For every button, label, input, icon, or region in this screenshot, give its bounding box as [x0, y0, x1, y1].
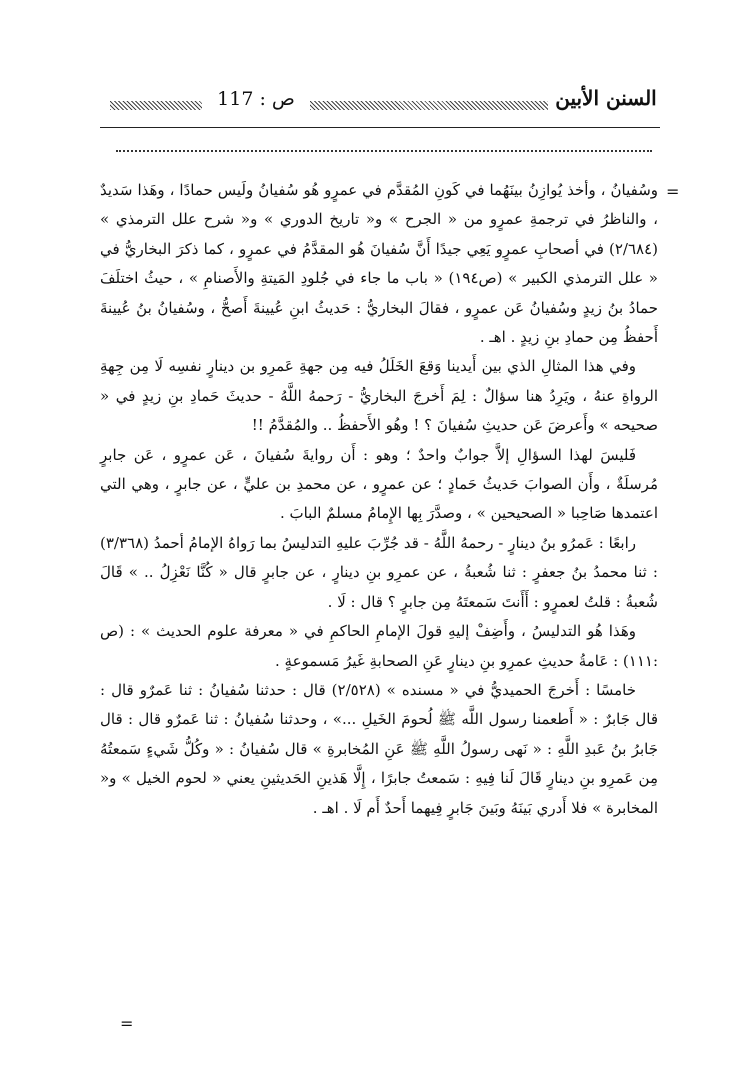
book-title: السنن الأبين	[555, 86, 657, 110]
paragraph: وسُفيانُ ، وأخذ يُوازِنُ بينَهُما في كَونِ المُقدَّم في عمرٍو هُو سُفيانُ ولَيس حمادًا ، وهَذا سَديدٌ ، والناظرُ في ترجمةِ عمرٍو من « الجرح » و« تاريخ الدوري » و« شرح علل الترمذي » (٢/٦٨٤) في أصحابِ عمرٍو يَعِي جيدًا أَنَّ سُفيانَ هُو المقدَّمُ في عمرٍو ، كما ذكرَ البخاريُّ في « علل الترمذي الكبير » (ص١٩٤) « باب ما جاء في جُلودِ المَيتةِ والأَصنامِ » ، حيثُ اختلَفَ حمادُ بنُ زيدٍ وسُفيانُ عَن عمرٍو ، فقالَ البخاريُّ : حَديثُ ابنِ عُيينةَ أَصحُّ ، وسُفيانُ بنُ عُيينةَ أَحفظُ مِن حمادِ بنِ زيدٍ . اهـ .	[100, 181, 658, 347]
continuation-mark-top: =	[666, 182, 680, 201]
paragraph: رابعًا : عَمرُو بنُ دينارٍ - رحمهُ اللَّهُ - قد جُرِّبَ عليهِ التدليسُ بما رَواهُ الإمامُ أحمدُ (٣/٣٦٨) : ثنا محمدُ بنُ جعفرٍ : ثنا شُعبةُ ، عن عمرِو بنِ دينارٍ ، عن جابرٍ قال « كُنَّا نَعْزِلُ .. » قَالَ شُعبةُ : قلتُ لعمرٍو : أَأَنتَ سَمعتَهُ مِن جابرٍ ؟ قال : لَا .	[100, 533, 658, 611]
paragraph: فَليسَ لهذا السؤالِ إلاَّ جوابٌ واحدٌ ؛ وهو : أَن روايةَ سُفيانَ ، عَن عمرٍو ، عَن جابرٍ مُرسلَةٌ ، وأَن الصوابَ حَديثُ حَمادٍ ؛ عن عمرٍو ، عن محمدِ بن عليٍّ ، عن جابرٍ ، وهي التي اعتمدها صَاحِبا « الصحيحين » ، وصدَّرَ بِها الإِمامُ مسلمٌ البابَ .	[100, 445, 658, 523]
continuation-mark-bottom: =	[120, 1014, 134, 1033]
header-rule	[100, 127, 660, 128]
page-header	[100, 88, 660, 124]
paragraph: وفي هذا المثالِ الذي بين أَيدينا وَقعَ الخَلَلُ فيه مِن جهةِ عَمرِو بن دينارٍ نفسِه لَا مِن جِهةِ الرواةِ عنهُ ، ويَرِدُ هنا سؤالٌ : لِمَ أَخرجَ البخاريُّ - رَحمهُ اللَّهُ - حديثَ حَمادِ بنِ زيدٍ في « صحيحه » وأَعرضَ عَن حديثِ سُفيانَ ؟ ! وهُو الأَحفظُ .. والمُقدَّمُ !!	[100, 357, 658, 435]
dotted-separator	[116, 150, 652, 152]
paragraph: خامسًا : أَخرجَ الحميديُّ في « مسنده » (٢/٥٢٨) قال : حدثنا سُفيانُ : ثنا عَمرٌو قال : قال جَابرٌ : « أَطعمنا رسول اللَّه ﷺ لُحومَ الخَيلِ ...» ، وحدثنا سُفيانُ : ثنا عَمرٌو قال : قال جَابرُ بنُ عَبدِ اللَّهِ : « نَهى رسولُ اللَّهِ ﷺ عَنِ المُخابرةِ » قال سُفيانُ : « وكُلُّ شَيءٍ سَمعتُهُ مِن عَمرِو بنِ دينارٍ قَالَ لَنا فِيهِ : سَمعتُ جابرًا ، إِلَّا هَذينِ الحَديثينِ يعني « لحوم الخيل » و« المخابرة » فلا أَدري بَينَهُ وبَينَ جَابرٍ فِيهما أَحدٌ أَم لَا . اهـ .	[100, 680, 658, 817]
page-body	[100, 176, 658, 823]
paragraph: وهَذا هُو التدليسُ ، وأَضِفْ إليهِ قولَ الإمامِ الحاكمِ في « معرفة علوم الحديث » : (ص :١١١) : عَامةُ حديثِ عمرِو بنِ دينارٍ عَنِ الصحابةِ غَيرُ مَسموعةٍ .	[100, 622, 658, 670]
page-number-label: ص : 117	[217, 88, 295, 110]
header-ornament-middle	[310, 101, 548, 110]
header-ornament-left	[110, 101, 202, 110]
